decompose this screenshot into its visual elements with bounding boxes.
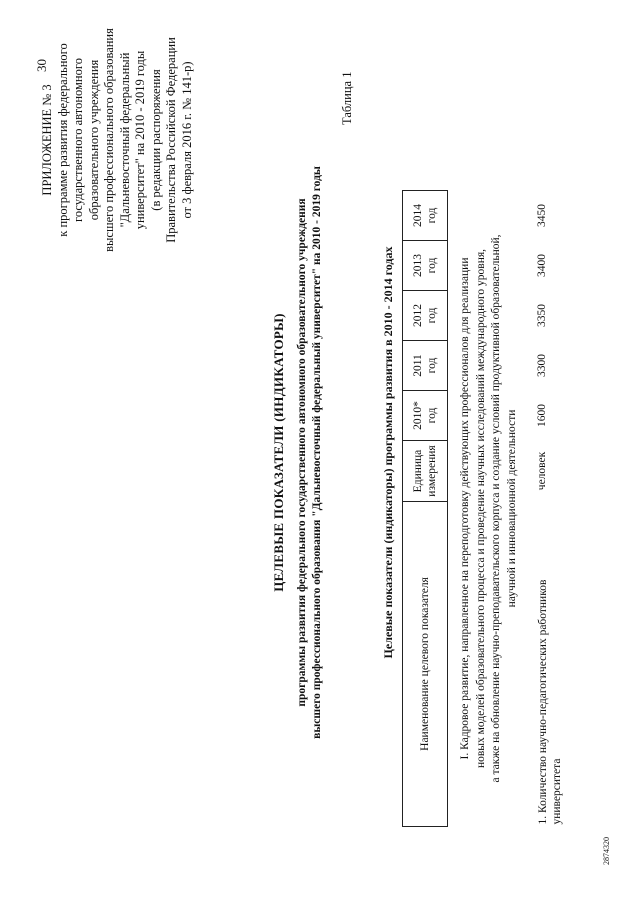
appendix-line: Правительства Российской Федерации bbox=[164, 37, 178, 243]
page-number: 30 bbox=[34, 59, 49, 72]
appendix-block bbox=[40, 20, 195, 260]
row-indicator-name: 1. Количество научно-педагогических работников университета bbox=[537, 579, 563, 825]
appendix-line: университет" на 2010 - 2019 годы bbox=[133, 50, 147, 230]
table-header-row bbox=[403, 191, 448, 827]
appendix-line: (в редакции распоряжения bbox=[148, 69, 163, 211]
row-value-2012: 3350 bbox=[536, 304, 548, 327]
indicators-table bbox=[402, 190, 564, 827]
table-label: Таблица 1 bbox=[340, 71, 354, 125]
row-value-2010: 1600 bbox=[536, 404, 548, 427]
header-year-2010: 2010* год bbox=[403, 391, 448, 441]
section-line: новых моделей образовательного процесса и проведение научных исследований международного уровня, bbox=[474, 248, 487, 769]
header-unit: Единица измерения bbox=[403, 441, 448, 502]
header-name: Наименование целевого показателя bbox=[403, 502, 448, 827]
header-year-2013: 2013 год bbox=[403, 241, 448, 291]
section-heading bbox=[448, 191, 525, 827]
section-line: а также на обновление научно-преподавательского корпуса и создание условий продуктивной образовательной, bbox=[490, 234, 502, 783]
header-year-2011: 2011 год bbox=[403, 341, 448, 391]
table-row bbox=[524, 191, 564, 827]
appendix-line: от 3 февраля 2016 г. № 141-р) bbox=[179, 61, 194, 219]
header-year-2014: 2014 год bbox=[403, 191, 448, 241]
subtitle-line: высшего профессионального образования "Дальневосточный федеральный университет" на 2010 - 2019 годы bbox=[311, 166, 323, 739]
appendix-line: "Дальневосточный федеральный bbox=[117, 52, 132, 228]
appendix-line: ПРИЛОЖЕНИЕ № 3 bbox=[40, 84, 54, 196]
row-value-2014: 3450 bbox=[536, 204, 548, 227]
appendix-line: образовательного учреждения bbox=[86, 59, 101, 221]
section-line: научной и инновационной деятельности bbox=[505, 409, 518, 608]
row-unit: человек bbox=[536, 451, 548, 491]
section-line: I. Кадровое развитие, направленное на переподготовку действующих профессионалов для реализации bbox=[459, 257, 471, 760]
table-section-row bbox=[448, 191, 525, 827]
document-subtitle bbox=[295, 0, 325, 905]
subtitle-line: программы развития федерального государственного автономного образовательного учреждения bbox=[296, 198, 308, 707]
document-title: ЦЕЛЕВЫЕ ПОКАЗАТЕЛИ (ИНДИКАТОРЫ) bbox=[271, 313, 286, 592]
header-year-2012: 2012 год bbox=[403, 291, 448, 341]
document-code: 2874320 bbox=[602, 837, 611, 865]
appendix-line: к программе развития федерального bbox=[55, 43, 70, 237]
appendix-line: высшего профессионального образования bbox=[102, 28, 116, 252]
row-value-2013: 3400 bbox=[536, 254, 548, 277]
table-title: Целевые показатели (индикаторы) программы развития в 2010 - 2014 годах bbox=[381, 246, 395, 659]
appendix-line: государственного автономного bbox=[71, 58, 85, 222]
row-value-2011: 3300 bbox=[536, 354, 548, 377]
